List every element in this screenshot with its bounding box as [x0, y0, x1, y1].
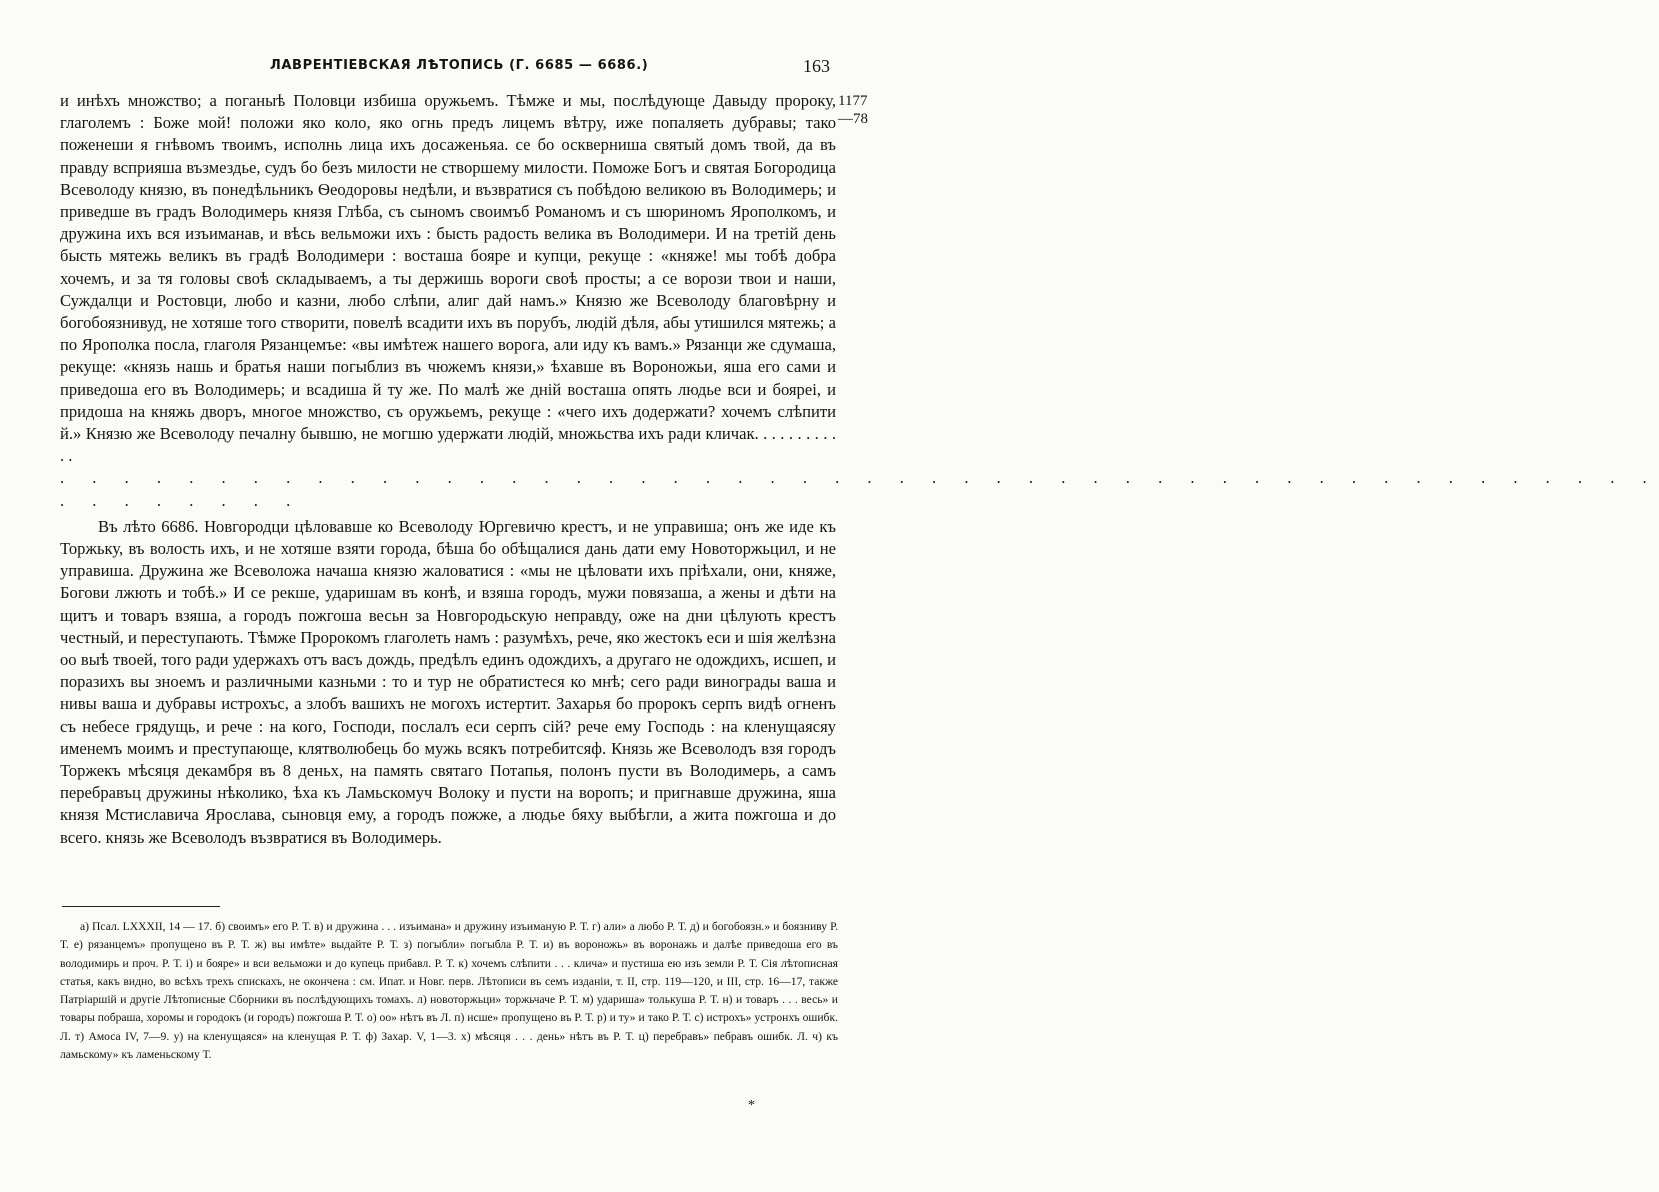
footnote-divider — [62, 906, 220, 907]
page-number: 163 — [803, 56, 830, 76]
ellipsis-row: . . . . . . . . . . . . . . . . . . . . . . . . . . . . . . . . . . . . . . . . . . . . . . . . . . — [60, 468, 1659, 488]
margin-year-top: 1177 — [838, 93, 868, 109]
paragraph-2: Въ лѣто 6686. Новгородци цѣловавше ко Всеволоду Юргевичю крестъ, и не управиша; онъ же иде къ Торжьку, въ волость ихъ, и не хотяше взяти города, бѣша бо обѣщалися дань дати ему Новоторжьцил, и не управиша. Дружина же Всеволожа начаша князю жаловатися : «мы не цѣловати ихъ пріѣхали, они, княже, Богови лжють и тобѣ.» И се рекше, ударишам въ конѣ, и взяша городъ, мужи повязаша, а жены и дѣти на щитъ и товаръ взяша, а городъ пожгошa весьн за Новгородьскую неправду, оже на дни цѣлують крестъ честный, и переступають. Тѣмже Пророкомъ глаголеть намъ : разумѣхъ, рече, яко жестокъ еси и шія желѣзна оо выѣ твоей, того ради удержахъ отъ васъ дождь, предѣлъ единъ одождихъ, а другаго не одождихъ, исшеп, и поразихъ вы зноемъ и различными казньми : то и тур не обратистеся ко мнѣ; сего ради винограды ваша и нивы ваша и дубравы истрохъс, а злобъ вашихъ не могохъ истертит. Захарья бо пророкъ серпъ видѣ огненъ съ небесе грядущь, и рече : на кого, Господи, послалъ еси серпъ сій? рече ему Господь : на кленущаясяу именемъ моимъ и преступающе, клятволюбець бо мужь всякъ потребитсяф. Князь же Всеволодъ взя городъ Торжекъ мѣсяця декамбря въ 8 деньх, на память святаго Потапья, полонъ пусти въ Володимерь, а самъ перебравъц дружины нѣколико, ѣха къ Ламьскомуч Волоку и пусти на воропъ; и пригнавше дружина, яша князя Мстиславича Ярослава, сыновця ему, а городъ пожже, а людье бяху выбѣгли, а жита пожгоша и до всего. князь же Всеволодъ възвратися въ Володимерь. — [60, 516, 836, 847]
footnotes-text: а) Псал. LXXXII, 14 — 17. б) своимъ» его Р. Т. в) и дружина . . . изъимана» и дружину изъиманую Р. Т. г) али» а любо Р. Т. д) и богобоязн.» и боязниву Р. Т. е) рязанцемъ» пропущено въ Р. Т. ж) вы имѣте» выдайте Р. Т. з) погыбли» погыбла Р. Т. и) въ вороножь» въ воронажь и далѣе приведоша его въ володимирь и проч. Р. Т. і) и бояре» и вси вельможи и до купець прибавл. Р. Т. к) хочемъ слѣпити . . . клича» и пустиша ею изъ земли Р. Т. Сія лѣтописная статья, какъ видно, во всѣхъ трехъ спискахъ, не окончена : см. Ипат. и Новг. перв. Лѣтописи въ семъ изданіи, т. II, стр. 119—120, и III, стр. 16—17, также Патріаршій и другіе Лѣтописные Сборники въ послѣдующихъ томахъ. л) новоторжьци» торжьчаче Р. Т. м) удариша» толькуша Р. Т. н) и товаръ . . . весь» и товары побраша, хоромы и городокъ (и городъ) пожгоша Р. Т. о) оо» нѣтъ въ Л. п) исше» пропущено въ Р. Т. р) и ту» и тако Р. Т. с) истрохъ» устронхъ ошибк. Л. т) Амоса IV, 7—9. у) на кленущаяся» на кленущая Р. Т. ф) Захар. V, 1—3. х) мѣсяця . . . день» нѣтъ въ Р. Т. ц) перебравъ» пебравъ ошибк. Л. ч) къ ламьскому» къ ламеньскому Т. — [60, 920, 838, 1062]
paragraph-1: и инѣхъ множство; а поганыѣ Половци избиша оружьемъ. Тѣмже и мы, послѣдующе Давыду пророку, глаголемъ : Боже мой! положи яко коло, яко огнь предъ лицемъ вѣтру, иже попаляеть дубравы; тако поженеши я гнѣвомъ твоимъ, исполнь лица ихъ досаженьяa. се бо оскверниша святый домъ твой, да въ правду всприяша възмездье, судъ бо безъ милости не створшему милости. Поможе Богъ и святая Богородица Всеволоду князю, въ понедѣльникъ Ѳеодоровы недѣли, и възвратися съ побѣдою великою въ Володимерь; и приведше въ градъ Володимерь князя Глѣба, съ сыномъ своимъб Романомъ и съ шюриномъ Ярополкомъ, и дружина ихъ вся изъиманав, и вѣсь вельможи ихъ : бысть радость велика въ Володимери. И на третій день бысть мятежь великъ въ градѣ Володимери : восташа бояре и купци, рекуще : «княже! мы тобѣ добра хочемъ, и за тя головы своѣ складываемъ, а ты держишь вороги своѣ просты; а се ворози твои и наши, Суждалци и Ростовци, любо и казни, любо слѣпи, алиг дай намъ.» Князю же Всеволоду благовѣрну и богобоязнивуд, не хотяше того створити, повелѣ всадити ихъ въ порубъ, людій дѣля, абы утишился мятежь; а по Ярополка посла, глаголя Рязанцемъе: «вы имѣтеж нашего ворога, али иду къ вамъ.» Рязанци же сдумаша, рекуще: «князь нашь и братья наши погыблиз въ чюжемъ князи,» ѣхавше въ Вороножьи, яша его сами и приведоша его въ Володимерь; и всадиша й ту же. По малѣ же дній восташа опять людье вси и бояреі, и придоша на княжь дворъ, многое множство, съ оружьемъ, рекуще : «чего ихъ додержати? хочемъ слѣпити й.» Князю же Всеволоду печалну бывшю, не могшю удержати людій, множьства ихъ ради кличак. . . . . . . . . . . . — [60, 91, 836, 466]
running-head: ЛАВРЕНТІЕВСКАЯ ЛѢТОПИСЬ (Г. 6685 — 6686.) — [270, 58, 649, 73]
ellipsis-row-short: . . . . . . . . — [60, 490, 303, 510]
margin-year-bottom: —78 — [838, 111, 868, 127]
page-header — [270, 56, 830, 80]
end-mark: * — [748, 1098, 755, 1113]
footnotes — [60, 918, 838, 1064]
